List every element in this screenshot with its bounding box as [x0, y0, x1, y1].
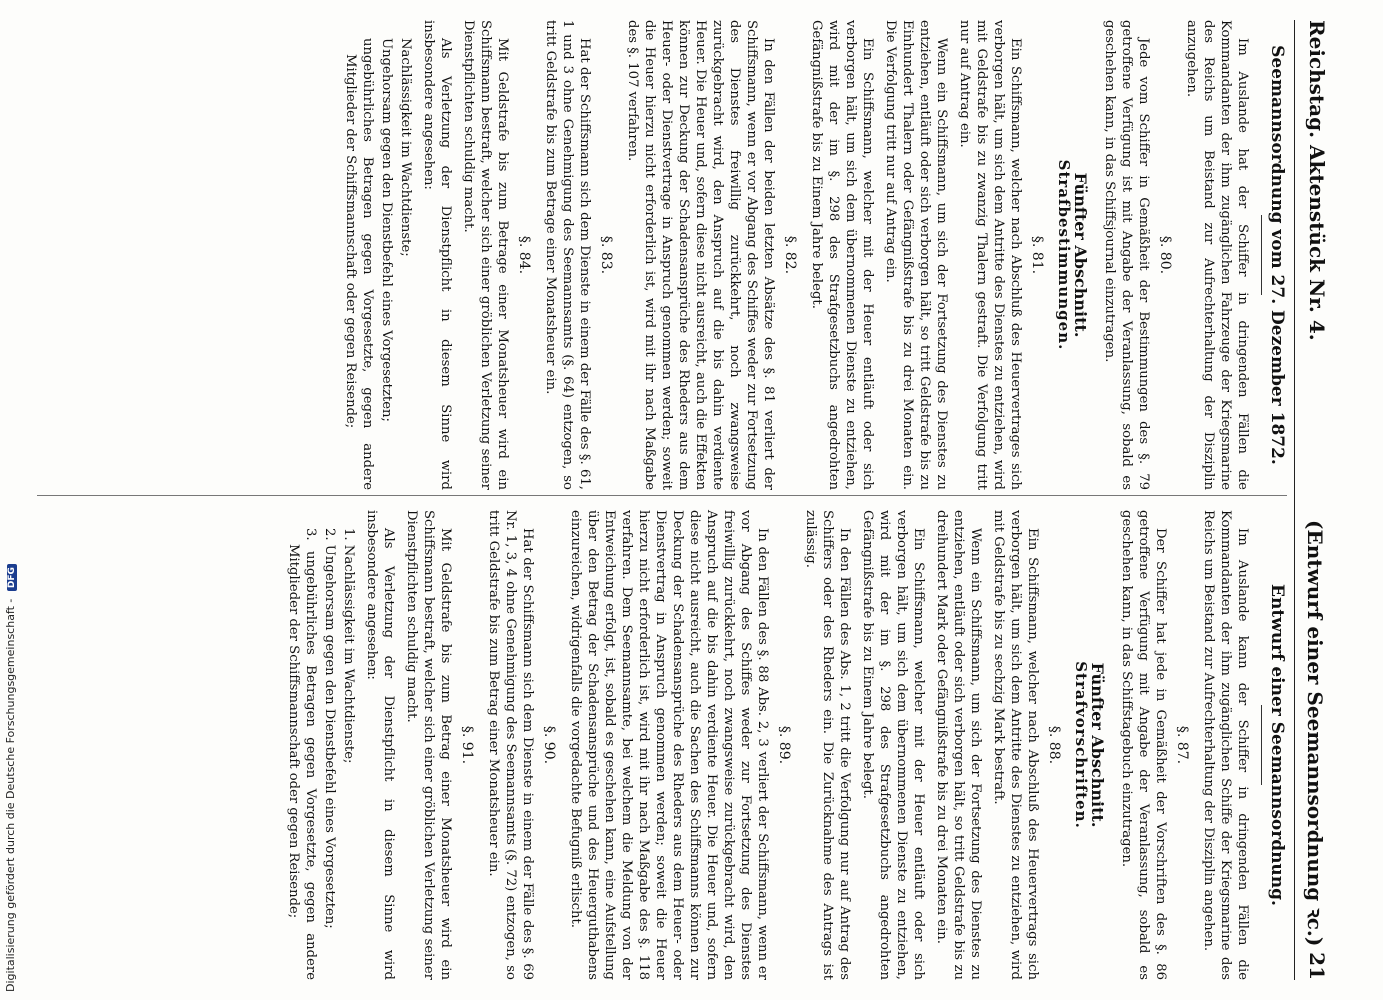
- section-88-para-3: Ein Schiffsmann, welcher mit der Heuer entläuft oder sich verborgen hält, um sich dem übernommenen Dienste zu entziehen, wird mit der im §. 298 des Strafgesetzbuchs angedrohten Gefängnißstrafe bis zu Einem Jahre belegt.: [860, 510, 926, 980]
- header-left: Reichstag. Aktenstück Nr. 4.: [1305, 20, 1329, 341]
- section-84-text: Mit Geldstrafe bis zum Betrage einer Monatsheuer wird ein Schiffsmann bestraft, welcher sich einer gröblichen Verletzung seiner Dienstpflichten schuldig macht.: [461, 20, 510, 490]
- section-84-text-2: Als Verletzung der Dienstpflicht in diesem Sinne wird insbesondere angesehen:: [421, 20, 453, 490]
- list-item: Ungehorsam gegen den Dienstbefehl eines Vorgesetzten;: [379, 38, 394, 422]
- page-number: 21: [1305, 952, 1329, 980]
- section-number: §. 83.: [598, 235, 614, 275]
- section-89-text: In den Fällen des §. 88 Abs. 2, 3 verliert der Schiffsmann, wenn er vor Abgang des Schiffes weder zur Fortsetzung des Dienstes freiwillig zurückkehrt, noch zwangsweise zurückgebracht wird, den Anspruch auf die bis dahin verdiente Heuer. Die Heuer und, sofern diese nicht ausreicht, auch die Sachen des Schiffsmanns können zur Deckung der Schadensansprüche des Rheders aus dem Heuer- oder Dienstvertrag in Anspruch genommen werden; soweit die Heuer hierzu nicht erforderlich ist, wird mit ihr nach Maßgabe des §. 118 verfahren. Dem Seemannsamte, bei welchem die Meldung von der Entweichung erfolgt, ist, sobald es geschehen kann, eine Aufstellung über den Betrag der Schadensansprüche und des Heuerguthabens einzureichen, widrigenfalls die vorgedachte Befugniß erlischt.: [568, 510, 770, 980]
- section-82-text: In den Fällen der beiden letzten Absätze des §. 81 verliert der Schiffsmann, wenn er vor Abgang des Schiffes weder zur Fortsetzung des Dienstes freiwillig zurückkehrt, noch zwangsweise zurückgebracht wird, den Anspruch auf die bis dahin verdiente Heuer. Die Heuer und, sofern diese nicht ausreicht, auch die Effekten können zur Deckung der Schadensansprüche des Rheders aus dem Heuer- oder Dienstvertrage in Anspruch genommen werden; soweit die Heuer hierzu nicht erforderlich ist, wird mit ihr nach Maßgabe des §. 107 verfahren.: [625, 20, 776, 490]
- rotated-document-page: [25, 0, 1335, 1000]
- section-81-para-2: Wenn ein Schiffsmann, um sich der Fortsetzung des Dienstes zu entziehen, entläuft oder sich verborgen hält, so tritt Geldstrafe bis zu Einhundert Thalern oder Gefängnißstrafe bis zu drei Monaten ein. Die Verfolgung tritt nur auf Antrag ein.: [883, 20, 949, 490]
- section-91-text: Mit Geldstrafe bis zum Betrag einer Monatsheuer wird ein Schiffsmann bestraft, welcher sich einer gröblichen Verletzung seiner Dienstpflichten schuldig macht.: [404, 510, 453, 980]
- list-item: 3. ungebührliches Betragen gegen Vorgesetzte, gegen andere Mitglieder der Schiffsmannschaft oder gegen Reisende;: [286, 528, 318, 980]
- chapter-heading: Fünfter Abschnitt.: [1088, 662, 1107, 828]
- section-88-para-1: Ein Schiffsmann, welcher nach Abschluß des Heuervertrags sich verborgen hält, um sich dem Antritte des Dienstes zu entziehen, wird mit Geldstrafe bis zu sechzig Mark bestraft.: [991, 510, 1040, 980]
- credit-text: Digitalisierung gefördert durch die Deutsche Forschungsgemeinschaft -: [4, 598, 17, 992]
- section-number: §. 82.: [782, 235, 798, 275]
- section-83-text: Hat der Schiffsmann sich dem Dienste in einem der Fälle des §. 61, 1 und 3 ohne Genehmigung des Seemannsamts (§. 64) entzogen, so tritt Geldstrafe bis zum Betrage einer Monatsheuer ein.: [543, 20, 592, 490]
- section-number: §. 87.: [1174, 725, 1190, 765]
- chapter-subheading: Strafvorschriften.: [1072, 661, 1090, 829]
- section-90-text: Hat der Schiffsmann sich dem Dienste in einem der Fälle des §. 69 Nr. 1, 3, 4 ohne Genehmigung des Seemannsamts (§. 72) entzogen, so tritt Geldstrafe bis zum Betrag einer Monatsheuer ein.: [486, 510, 535, 980]
- section-81-para-3: Ein Schiffsmann, welcher mit der Heuer entläuft oder sich verborgen hält, um sich dem übernommenen Dienste zu entziehen, wird mit der im §. 298 des Strafgesetzbuchs angedrohten Gefängnißstrafe bis zu Einem Jahre belegt.: [809, 20, 875, 490]
- right-column-title: Entwurf einer Seemannsordnung.: [1267, 584, 1287, 906]
- running-header: [1294, 20, 1335, 980]
- section-number: §. 84.: [516, 235, 532, 275]
- column-divider: [37, 495, 1287, 496]
- section-number: §. 89.: [776, 725, 792, 765]
- left-column-1872-text: [340, 20, 1287, 490]
- section-81-para-1: Ein Schiffsmann, welcher nach Abschluß des Heuervertrages sich verborgen hält, um sich dem Antritte des Dienstes zu entziehen, wird mit Geldstrafe bis zu zwanzig Thalern gestraft. Die Verfolgung tritt nur auf Antrag ein.: [957, 20, 1023, 490]
- header-right: (Entwurf einer Seemannsordnung ꝛc.): [1303, 520, 1327, 947]
- intro-paragraph: Im Auslande hat der Schiffer in dringenden Fällen die Kommandanten der ihm zugänglichen Fahrzeuge der Kriegsmarine des Reichs um Beistand zur Aufrechterhaltung der Disziplin anzugehen.: [1184, 20, 1250, 490]
- digitization-credit: [4, 2, 18, 992]
- section-87-text: Der Schiffer hat jede in Gemäßheit der Vorschriften des §. 86 getroffene Verfügung mit Angabe der Veranlassung, sobald es geschehen kann, in das Schiffstagebuch einzutragen.: [1119, 510, 1168, 980]
- title-rule: [1261, 705, 1262, 785]
- section-number: §. 88.: [1046, 725, 1062, 765]
- section-number: §. 81.: [1029, 235, 1045, 275]
- section-number: §. 90.: [541, 725, 557, 765]
- section-80-text: Jede vom Schiffer in Gemäßheit der Bestimmungen des §. 79 getroffene Verfügung ist mit Angabe der Veranlassung, sobald es geschehen kann, in das Schiffsjournal einzutragen.: [1102, 20, 1151, 490]
- right-column-draft-text: [283, 510, 1287, 980]
- chapter-subheading: Strafbestimmungen.: [1055, 159, 1073, 351]
- section-number: §. 91.: [459, 725, 475, 765]
- section-91-text-2: Als Verletzung der Dienstpflicht in diesem Sinne wird insbesondere angesehen:: [364, 510, 396, 980]
- footer-strip: [0, 0, 18, 1000]
- chapter-heading: Fünfter Abschnitt.: [1071, 172, 1090, 338]
- title-rule: [1261, 215, 1262, 295]
- section-88-para-4: In den Fällen des Abs. 1, 2 tritt die Verfolgung nur auf Antrag des Schiffers oder des Rheders ein. Die Zurücknahme des Antrags ist zulässig.: [803, 510, 852, 980]
- list-item: 2. Ungehorsam gegen den Dienstbefehl eines Vorgesetzten;: [322, 528, 337, 929]
- section-88-para-2: Wenn ein Schiffsmann, um sich der Fortsetzung des Dienstes zu entziehen, entläuft oder sich verborgen hält, so tritt Geldstrafe bis zu dreihundert Mark oder Gefängnißstrafe bis zu drei Monaten ein.: [934, 510, 983, 980]
- left-column-title: Seemannsordnung vom 27. Dezember 1872.: [1267, 45, 1287, 465]
- dfg-logo: DFG: [7, 564, 17, 591]
- section-number: §. 80.: [1157, 235, 1173, 275]
- list-item: ungebührliches Betragen gegen Vorgesetzte, gegen andere Mitglieder der Schiffsmannschaft oder gegen Reisende;: [343, 38, 375, 490]
- intro-paragraph: Im Auslande kann der Schiffer in dringenden Fällen die Kommandanten der ihm zugänglichen Schiffe der Kriegsmarine des Reichs um Beistand zur Aufrechterhaltung der Disziplin angehen.: [1201, 510, 1250, 980]
- list-item: Nachlässigkeit im Wachtdienste;: [398, 38, 413, 257]
- list-item: 1. Nachlässigkeit im Wachtdienste;: [341, 528, 356, 764]
